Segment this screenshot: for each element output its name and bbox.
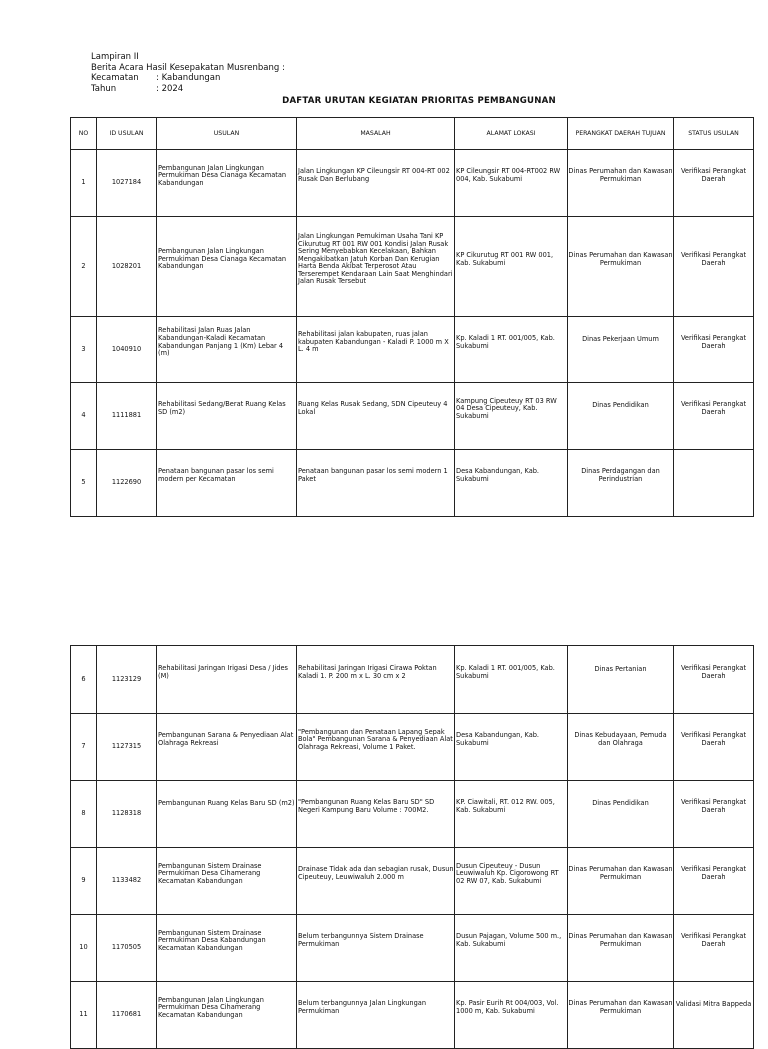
row-status-usulan — [674, 317, 754, 383]
row-usulan — [157, 317, 297, 383]
row-status-usulan — [674, 646, 754, 714]
col-header-id: ID USULAN — [97, 118, 157, 150]
row-alamat-lokasi — [455, 317, 568, 383]
row-perangkat-daerah-text: Dinas Pertanian — [594, 664, 647, 673]
row-masalah-text: Ruang Kelas Rusak Sedang, SDN Cipeuteuy 4 Lokal — [298, 400, 448, 416]
row-id-usulan-text: 1027184 — [111, 178, 142, 187]
row-status-usulan — [674, 714, 754, 781]
row-alamat-lokasi-text: KP Cileungsir RT 004-RT002 RW 004, Kab. Sukabumi — [456, 167, 561, 183]
priority-table-page-1 — [70, 117, 754, 517]
row-usulan-text: Pembangunan Sarana & Penyediaan Alat Olahraga Rekreasi — [158, 731, 294, 747]
row-masalah — [297, 781, 455, 848]
row-alamat-lokasi-text: Dusun Cipeuteuy - Dusun Leuwiwaluh Kp. Cigorowong RT 02 RW 07, Kab. Sukabumi — [456, 861, 559, 885]
row-perangkat-daerah — [568, 150, 674, 217]
row-usulan — [157, 450, 297, 517]
table-row — [71, 150, 754, 217]
row-masalah-text: Drainase Tidak ada dan sebagian rusak, Dusun Cipeuteuy, Leuwiwaluh 2.000 m — [298, 865, 454, 881]
row-usulan — [157, 848, 297, 915]
table-row — [71, 646, 754, 714]
table-row — [71, 450, 754, 517]
row-usulan — [157, 150, 297, 217]
row-usulan-text: Pembangunan Jalan Lingkungan Permukiman Desa Cihamerang Kecamatan Kabandungan — [158, 995, 264, 1019]
row-masalah — [297, 848, 455, 915]
row-id-usulan-text: 1123129 — [111, 674, 142, 683]
row-no-text: 6 — [81, 674, 86, 683]
row-perangkat-daerah — [568, 781, 674, 848]
row-status-usulan-text: Validasi Mitra Bappeda — [675, 1000, 752, 1008]
row-no — [71, 781, 97, 848]
table-row — [71, 383, 754, 450]
col-header-alamat: ALAMAT LOKASI — [455, 118, 568, 150]
row-status-usulan-text: Verifikasi Perangkat Daerah — [680, 250, 747, 267]
table-row — [71, 217, 754, 317]
berita-acara-label: Berita Acara Hasil Kesepakatan Musrenbang : — [91, 62, 285, 73]
table-row — [71, 714, 754, 781]
row-alamat-lokasi — [455, 781, 568, 848]
row-no — [71, 646, 97, 714]
row-masalah — [297, 150, 455, 217]
row-alamat-lokasi-text: Dusun Pajagan, Volume 500 m., Kab. Sukabumi — [456, 932, 562, 948]
row-perangkat-daerah-text: Dinas Perumahan dan Kawasan Permukiman — [568, 167, 673, 183]
row-masalah — [297, 646, 455, 714]
row-alamat-lokasi-text: Kp. Pasir Eurih Rt 004/003, Vol. 1000 m, Kab. Sukabumi — [456, 999, 559, 1015]
table-header-row — [71, 118, 754, 150]
col-header-status: STATUS USULAN — [674, 118, 754, 150]
kecamatan-value: : Kabandungan — [156, 73, 221, 83]
row-perangkat-daerah — [568, 646, 674, 714]
row-id-usulan-text: 1170681 — [111, 1010, 142, 1019]
row-status-usulan-text: Verifikasi Perangkat Daerah — [680, 865, 747, 881]
row-masalah-text: Rehabilitasi Jaringan Irigasi Cirawa Poktan Kaladi 1. P. 200 m x L. 30 cm x 2 — [298, 663, 437, 680]
row-alamat-lokasi-text: Desa Kabandungan, Kab. Sukabumi — [456, 467, 540, 483]
row-id-usulan-text: 1122690 — [111, 478, 142, 487]
row-masalah-text: Penataan bangunan pasar los semi modern 1 Paket — [298, 467, 448, 483]
row-no-text: 9 — [81, 876, 86, 885]
tahun-value: : 2024 — [156, 83, 184, 94]
row-usulan — [157, 383, 297, 450]
row-alamat-lokasi — [455, 383, 568, 450]
row-masalah-text: Belum terbangunnya Sistem Drainase Permukiman — [298, 932, 424, 948]
row-alamat-lokasi — [455, 982, 568, 1049]
lampiran-label: Lampiran II — [91, 52, 139, 62]
row-status-usulan-text: Verifikasi Perangkat Daerah — [680, 731, 747, 747]
row-perangkat-daerah — [568, 217, 674, 317]
row-masalah-text: Rehabilitasi jalan kabupaten, ruas jalan kabupaten Kabandungan - Kaladi P. 1000 m X L. 4 m — [298, 330, 449, 354]
row-status-usulan — [674, 915, 754, 982]
row-perangkat-daerah — [568, 982, 674, 1049]
row-no-text: 3 — [81, 344, 86, 353]
row-perangkat-daerah — [568, 317, 674, 383]
col-header-perangkat: PERANGKAT DAERAH TUJUAN — [568, 118, 674, 150]
row-alamat-lokasi-text: Kp. Kaladi 1 RT. 001/005, Kab. Sukabumi — [456, 333, 555, 350]
row-id-usulan-text: 1133482 — [111, 876, 142, 885]
row-no — [71, 915, 97, 982]
row-no-text: 7 — [81, 742, 86, 751]
row-perangkat-daerah — [568, 848, 674, 915]
row-perangkat-daerah-text: Dinas Perumahan dan Kawasan Permukiman — [568, 932, 673, 948]
row-alamat-lokasi-text: Desa Kabandungan, Kab. Sukabumi — [456, 731, 540, 747]
row-usulan-text: Rehabilitasi Jaringan Irigasi Desa / Jides (M) — [158, 663, 288, 680]
row-perangkat-daerah — [568, 450, 674, 517]
row-perangkat-daerah — [568, 383, 674, 450]
row-id-usulan-text: 1127315 — [111, 742, 142, 751]
col-header-no: NO — [71, 118, 97, 150]
col-header-masalah: MASALAH — [297, 118, 455, 150]
row-no — [71, 982, 97, 1049]
row-perangkat-daerah-text: Dinas Perumahan dan Kawasan Permukiman — [568, 865, 673, 881]
row-usulan-text: Rehabilitasi Jalan Ruas Jalan Kabandungan-Kaladi Kecamatan Kabandungan Panjang 1 (Km) Lebar 4 (m) — [158, 326, 284, 358]
row-alamat-lokasi-text: KP. Ciawitali, RT. 012 RW. 005, Kab. Sukabumi — [456, 798, 555, 814]
row-alamat-lokasi — [455, 217, 568, 317]
row-masalah-text: "Pembangunan dan Penataan Lapang Sepak Bola" Pembangunan Sarana & Penyediaan Alat Olahraga Rekreasi, Volume 1 Paket. — [298, 727, 453, 751]
row-masalah — [297, 217, 455, 317]
row-usulan-text: Pembangunan Sistem Drainase Permukiman Desa Kabandungan Kecamatan Kabandungan — [158, 928, 266, 952]
row-masalah — [297, 915, 455, 982]
row-alamat-lokasi — [455, 646, 568, 714]
row-status-usulan-text: Verifikasi Perangkat Daerah — [680, 932, 747, 948]
row-perangkat-daerah-text: Dinas Perdagangan dan Perindustrian — [581, 467, 660, 483]
row-status-usulan-text: Verifikasi Perangkat Daerah — [680, 663, 747, 680]
row-no-text: 4 — [81, 411, 86, 420]
row-no-text: 8 — [81, 809, 86, 818]
row-id-usulan — [97, 646, 157, 714]
row-usulan-text: Penataan bangunan pasar los semi modern per Kecamatan — [158, 467, 274, 483]
row-status-usulan-text: Verifikasi Perangkat Daerah — [680, 333, 747, 350]
row-id-usulan-text: 1111881 — [111, 411, 142, 420]
row-status-usulan-text: Verifikasi Perangkat Daerah — [680, 167, 747, 183]
row-id-usulan — [97, 714, 157, 781]
row-masalah — [297, 317, 455, 383]
row-id-usulan — [97, 383, 157, 450]
row-status-usulan-text: Verifikasi Perangkat Daerah — [680, 798, 747, 814]
row-usulan — [157, 217, 297, 317]
row-masalah — [297, 982, 455, 1049]
row-no-text: 11 — [79, 1010, 88, 1019]
row-id-usulan-text: 1028201 — [111, 261, 142, 270]
row-alamat-lokasi — [455, 714, 568, 781]
kecamatan-label: Kecamatan — [91, 73, 139, 83]
row-perangkat-daerah-text: Dinas Pendidikan — [592, 401, 649, 409]
row-masalah — [297, 383, 455, 450]
row-no — [71, 317, 97, 383]
row-id-usulan — [97, 915, 157, 982]
row-status-usulan-text: Verifikasi Perangkat Daerah — [680, 400, 747, 416]
row-no — [71, 848, 97, 915]
row-alamat-lokasi — [455, 915, 568, 982]
row-masalah-text: Belum terbangunnya Jalan Lingkungan Permukiman — [298, 999, 427, 1015]
table-row — [71, 915, 754, 982]
row-id-usulan — [97, 848, 157, 915]
row-usulan — [157, 915, 297, 982]
row-perangkat-daerah-text: Dinas Pekerjaan Umum — [582, 334, 659, 343]
row-usulan — [157, 646, 297, 714]
row-id-usulan-text: 1128318 — [111, 809, 142, 818]
row-perangkat-daerah-text: Dinas Perumahan dan Kawasan Permukiman — [568, 999, 673, 1015]
row-status-usulan — [674, 150, 754, 217]
row-usulan — [157, 781, 297, 848]
row-usulan — [157, 714, 297, 781]
row-perangkat-daerah-text: Dinas Perumahan dan Kawasan Permukiman — [568, 250, 673, 267]
tahun-label: Tahun — [91, 83, 117, 94]
row-masalah — [297, 714, 455, 781]
row-alamat-lokasi-text: Kp. Kaladi 1 RT. 001/005, Kab. Sukabumi — [456, 663, 555, 680]
row-no-text: 10 — [79, 943, 88, 952]
row-perangkat-daerah-text: Dinas Pendidikan — [592, 799, 649, 807]
row-usulan-text: Pembangunan Ruang Kelas Baru SD (m2) — [158, 799, 295, 807]
row-alamat-lokasi — [455, 848, 568, 915]
row-no — [71, 217, 97, 317]
row-masalah-text: Jalan Lingkungan KP Cileungsir RT 004-RT 002 Rusak Dan Berlubang — [298, 167, 450, 183]
table-row — [71, 317, 754, 383]
row-usulan-text: Pembangunan Jalan Lingkungan Permukiman Desa Cianaga Kecamatan Kabandungan — [158, 247, 287, 271]
row-no — [71, 714, 97, 781]
col-header-usulan: USULAN — [157, 118, 297, 150]
row-usulan-text: Pembangunan Sistem Drainase Permukiman Desa Cihamerang Kecamatan Kabandungan — [158, 861, 262, 885]
page-title: DAFTAR URUTAN KEGIATAN PRIORITAS PEMBANGUNAN — [282, 96, 556, 106]
row-id-usulan — [97, 217, 157, 317]
row-masalah — [297, 450, 455, 517]
row-id-usulan — [97, 317, 157, 383]
row-usulan-text: Rehabilitasi Sedang/Berat Ruang Kelas SD (m2) — [158, 400, 286, 416]
row-perangkat-daerah-text: Dinas Kebudayaan, Pemuda dan Olahraga — [574, 731, 667, 747]
row-status-usulan — [674, 217, 754, 317]
row-masalah-text: Jalan Lingkungan Pemukiman Usaha Tani KP Cikurutug RT 001 RW 001 Kondisi Jalan Rusak Sering Menyebabkan Kecelakaan, Bahkan Mengakibatkan Jatuh Korban Dan Kerugian Harta Benda Akibat Terperosot Atau Terserempet Kendaraan Lain Saat Menghindari Jalan Rusak Tersebut — [298, 231, 453, 286]
row-alamat-lokasi-text: Kampung Cipeuteuy RT 03 RW 04 Desa Cipeuteuy, Kab. Sukabumi — [456, 396, 557, 420]
table-row — [71, 848, 754, 915]
row-id-usulan — [97, 450, 157, 517]
row-no-text: 5 — [81, 478, 86, 487]
row-id-usulan — [97, 982, 157, 1049]
row-perangkat-daerah — [568, 915, 674, 982]
row-no — [71, 450, 97, 517]
row-status-usulan — [674, 781, 754, 848]
row-alamat-lokasi — [455, 450, 568, 517]
row-id-usulan-text: 1170505 — [111, 943, 142, 952]
row-status-usulan — [674, 982, 754, 1049]
row-status-usulan — [674, 383, 754, 450]
row-alamat-lokasi — [455, 150, 568, 217]
row-id-usulan-text: 1040910 — [111, 344, 142, 353]
row-masalah-text: "Pembangunan Ruang Kelas Baru SD" SD Negeri Kampung Baru Volume : 700M2. — [298, 798, 435, 814]
row-id-usulan — [97, 150, 157, 217]
priority-table-page-2 — [70, 645, 754, 1049]
row-no-text: 1 — [81, 178, 86, 187]
table-row — [71, 781, 754, 848]
row-perangkat-daerah — [568, 714, 674, 781]
row-usulan-text: Pembangunan Jalan Lingkungan Permukiman Desa Cianaga Kecamatan Kabandungan — [158, 163, 287, 187]
row-alamat-lokasi-text: KP Cikurutug RT 001 RW 001, Kab. Sukabumi — [456, 250, 554, 267]
row-usulan — [157, 982, 297, 1049]
row-status-usulan — [674, 848, 754, 915]
document-meta — [91, 52, 285, 94]
row-status-usulan — [674, 450, 754, 517]
row-no — [71, 383, 97, 450]
row-no-text: 2 — [81, 261, 86, 270]
row-no — [71, 150, 97, 217]
table-row — [71, 982, 754, 1049]
row-id-usulan — [97, 781, 157, 848]
